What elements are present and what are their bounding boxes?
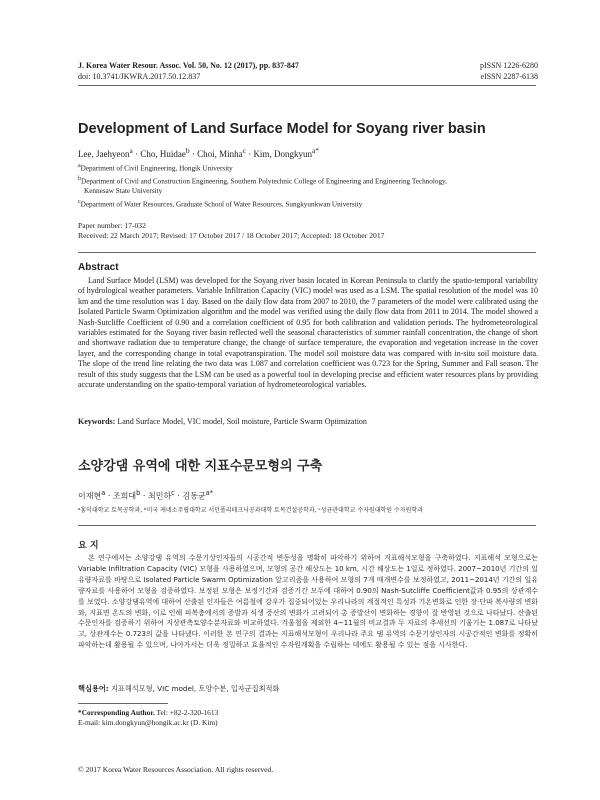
korean-keywords <box>78 684 538 694</box>
affiliation: Kennesaw State University <box>84 187 163 196</box>
section-rule-kr <box>78 525 536 526</box>
author-sup: c <box>242 146 246 155</box>
pissn: pISSN 1226-6280 <box>479 61 538 70</box>
abstract-text: Land Surface Model (LSM) was developed for the Soyang river basin located in Korean Peninsula to clarify the spatio-temporal variability of hydrological weather parameters. Variable Infiltration Capacity (VIC) model was used as a LSM. The spatial resolution of the model was 10 km and the time resolution was 1 day. Based on the daily flow data from 2007 to 2010, the 7 parameters of the model were calibrated using the Isolated Particle Swarm Optimization algorithm and the model was verified using the daily flow data from 2011 to 2014. The model showed a Nash-Sutcliffe Coefficient of 0.90 and a correlation coefficient of 0.95 for both calibration and validation periods. The hydrometeorological variables estimated for the Soyang river basin reflected well the seasonal characteristics of summer rainfall concentration, the change of short and shortwave radiation due to temperature change, the change of surface temperature, the evaporation and vegetation increase in the cover layer, and the corresponding change in total evapotranspiration. The model soil moisture data was compared with in-situ soil moisture data. The slope of the trend line relating the two data was 1.087 and correlation coefficient was 0.723 for the Spring, Summer and Fall season. The result of this study suggests that the LSM can be used as a powerful tool in developing precise and efficient water resources plans by providing accurate understanding on the spatio-temporal variation of hydrometeorological variables. <box>78 276 538 390</box>
author-name: Lee, Jaehyeon <box>78 149 130 159</box>
doi[interactable]: doi: 10.3741/JKWRA.2017.50.12.837 <box>78 72 201 81</box>
eissn: eISSN 2287-6138 <box>480 72 538 81</box>
corresponding-author <box>78 708 218 728</box>
journal-header <box>78 60 538 82</box>
korean-affiliations: ᵃ홍익대학교 토목공학과, ᵇ미국 케네소주립대학교 서던폴리테크닉공과대학 토목건설공학과, ᶜ성균관대학교 수자원대학원 수자원학과 <box>78 507 423 514</box>
keywords <box>78 417 538 426</box>
author-sup: a* <box>311 146 320 155</box>
korean-keywords-label: 핵심용어: <box>78 684 109 693</box>
affiliation: $^a$Department of Civil Engineering, Hongik University <box>78 163 233 173</box>
korean-abstract-heading: 요 지 <box>78 541 99 551</box>
keywords-label: Keywords: <box>78 417 116 426</box>
korean-abstract-text: 본 연구에서는 소양강댐 유역의 수문기상인자들의 시공간적 변동성을 명확히 파악하기 위하여 지표해석모형을 구축하였다. 지표해석 모형으로는 Variable Infiltration Capacity (VIC) 모형을 사용하였으며, 모형의 공간 해상도는 10 km, 시간 해상도는 1일로 정하였다. 2007~2010년 기간의 일유량자료를 바탕으로 Isolated Particle Swarm Optimization 알고리즘을 사용하여 모형의 7개 매개변수를 보정하였고, 2011~2014년 기간의 일유량자료를 사용하여 모형을 검증하였다. 보정된 모형은 보정기간과 검증기간 모두에 대하여 0.90의 Nash-Sutcliffe Coefficient값과 0.95의 상관계수를 보였다. 소양강댐유역에 대하여 산출된 인자들은 여름철에 강우가 집중되어있는 우리나라의 계절적인 특성과 기온변화로 인한 장·단파 복사량의 변화와, 지표면 온도의 변화, 이로 인해 피복층에서의 증발과 식생 증산의 변화가 고려되어 총 증발산이 변화하는 경향이 잘 반영된 것으로 나타났다. 산출된 수문인자를 검증하기 위하여 지상관측토양수분자료와 비교하였다. 겨울철을 제외한 4~11월의 비교결과 두 자료의 추세선의 기울기는 1.087로 나타났고, 상관계수는 0.723의 값을 나타냈다. 이러한 본 연구의 결과는 지표해석모형이 우리나라 주요 댐 유역의 수문기상인자의 시공간적인 변화를 정확히 파악하는데 활용될 수 있으며, 나아가서는 더욱 정밀하고 효율적인 수자원계획을 수립하는 데에도 활용될 수 있는 점을 시사한다. <box>78 554 538 650</box>
copyright: © 2017 Korea Water Resources Association. All rights reserved. <box>78 765 274 774</box>
keywords-text: Land Surface Model, VIC model, Soil moisture, Particle Swarm Optimization <box>117 417 367 426</box>
korean-title: 소양강댐 유역에 대한 지표수문모형의 구축 <box>78 459 323 474</box>
author-sup: b <box>185 146 190 155</box>
korean-author-list: 이재현$^a$ · 조희대$^b$ · 최민하$^c$ · 김동균$^{a*}$ <box>78 489 214 501</box>
corr-email[interactable]: E-mail: kim.dongkyun@hongik.ac.kr (D. Kim) <box>78 718 218 727</box>
corr-tel: Tel: +82-2-320-1613 <box>156 708 219 717</box>
author-name: Kim, Dongkyun <box>253 149 312 159</box>
author-name: Cho, Huidae <box>140 149 186 159</box>
author-sup: a <box>129 146 133 155</box>
corr-label: *Corresponding Author. <box>78 708 155 717</box>
paper-number: Paper number: 17-032 <box>78 221 146 230</box>
paper-title: Development of Land Surface Model for Soyang river basin <box>78 121 486 137</box>
affiliation: $^b$Department of Civil and Construction Engineering, Southern Polytechnic College of Engineering and Engineering Technology, <box>78 175 447 186</box>
journal-citation: J. Korea Water Resour. Assoc. Vol. 50, No. 12 (2017), pp. 837-847 <box>78 61 299 70</box>
korean-keywords-text: 지표해석모형, VIC model, 토양수분, 입자군집최적화 <box>110 684 280 693</box>
affiliations <box>78 161 538 209</box>
footnote-rule <box>78 703 168 704</box>
author-list: Lee, Jaehyeon$^a$ · Cho, Huidae$^b$ · Choi, Minha$^c$ · Kim, Dongkyun$^{a*}$ <box>78 146 320 159</box>
abstract-heading: Abstract <box>78 262 119 273</box>
paper-info <box>78 221 384 241</box>
paper-dates: Received: 22 March 2017; Revised: 17 October 2017 / 18 October 2017; Accepted: 18 October 2017 <box>78 231 385 240</box>
affiliation: $^c$Department of Water Resources, Graduate School of Water Resources, Sungkyunkwan University <box>78 198 363 209</box>
header-rule <box>78 85 536 86</box>
section-rule <box>78 252 536 253</box>
author-name: Choi, Minha <box>197 149 243 159</box>
